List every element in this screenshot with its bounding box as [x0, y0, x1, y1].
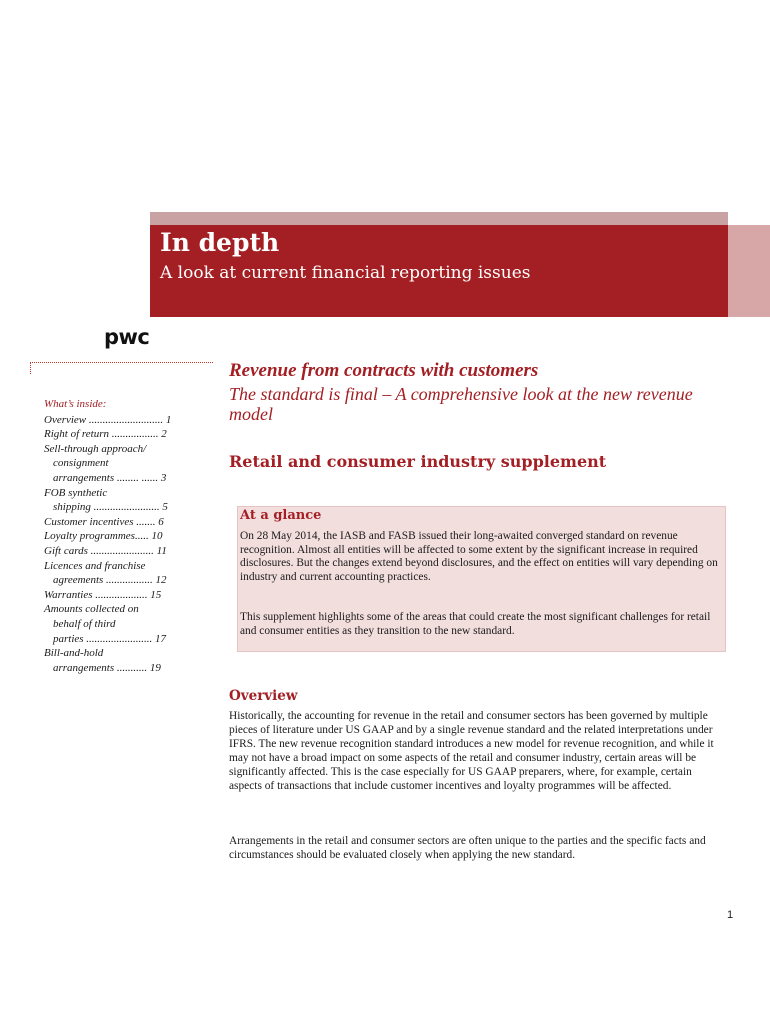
glance-paragraph: This supplement highlights some of the areas that could create the most significant challenges for retail and consumer entities as they transition to the new standard.: [240, 611, 711, 637]
toc-item-loyalty-programmes[interactable]: [44, 529, 214, 544]
overview-heading: Overview: [229, 688, 298, 704]
toc-item-label: Overview ........................... 1: [44, 413, 172, 426]
toc-item-label: Warranties ................... 15: [44, 588, 162, 601]
page-number: 1: [727, 909, 734, 921]
toc-item-warranties[interactable]: [44, 588, 214, 603]
overview-paragraph: Arrangements in the retail and consumer sectors are often unique to the parties and the specific facts and circumstances should be evaluated closely when applying the new standard.: [229, 835, 706, 861]
toc-item-licences[interactable]: [44, 559, 214, 588]
pwc-logo: pwc: [104, 325, 150, 349]
toc-item-label: Amounts collected on: [44, 603, 139, 616]
banner-side-block: [728, 225, 770, 317]
toc-item-amounts-collected[interactable]: [44, 602, 214, 646]
toc-item-label-cont: consignment: [53, 457, 109, 470]
toc-item-sell-through[interactable]: [44, 442, 214, 486]
banner-top-strip: [150, 212, 728, 225]
publication-title: In depth: [160, 228, 280, 257]
document-title: Revenue from contracts with customers: [229, 360, 539, 381]
table-of-contents: [44, 397, 214, 675]
toc-item-label-cont: agreements ................. 12: [53, 574, 167, 587]
toc-item-label-cont: parties ........................ 17: [53, 632, 167, 645]
toc-item-label-cont: arrangements ........... 19: [53, 661, 161, 674]
toc-item-label-cont: behalf of third: [53, 617, 116, 630]
toc-item-overview[interactable]: [44, 413, 214, 428]
toc-divider: [30, 362, 213, 363]
toc-item-label: Sell-through approach/: [44, 442, 147, 455]
toc-item-customer-incentives[interactable]: [44, 515, 214, 530]
toc-item-label: FOB synthetic: [44, 486, 108, 499]
toc-item-fob-synthetic[interactable]: [44, 486, 214, 515]
toc-item-right-of-return[interactable]: [44, 427, 214, 442]
toc-item-bill-and-hold[interactable]: [44, 646, 214, 675]
toc-item-label: Licences and franchise: [44, 559, 146, 572]
toc-item-gift-cards[interactable]: [44, 544, 214, 559]
toc-item-label-cont: shipping ........................ 5: [53, 501, 168, 514]
glance-paragraph: On 28 May 2014, the IASB and FASB issued their long-awaited converged standard on revenue recognition. Almost all entities will be affected to some extent by the significant increase in required disclosures. But the changes extend beyond disclosures, and the effect on entities will vary depending on industry and current accounting practices.: [240, 530, 718, 583]
toc-item-label-cont: arrangements ........ ...... 3: [53, 471, 167, 484]
publication-subtitle: A look at current financial reporting issues: [160, 263, 531, 283]
toc-item-label: Gift cards ....................... 11: [44, 544, 167, 557]
document-subtitle: The standard is final – A comprehensive look at the new revenue model: [229, 384, 693, 424]
supplement-title: Retail and consumer industry supplement: [229, 452, 607, 471]
toc-heading: What’s inside:: [44, 398, 107, 410]
toc-item-label: Loyalty programmes..... 10: [44, 530, 163, 543]
at-a-glance-heading: At a glance: [240, 508, 322, 523]
overview-paragraph: Historically, the accounting for revenue in the retail and consumer sectors has been governed by multiple pieces of literature under US GAAP and by a single revenue standard and the related interpretations under IFRS. The new revenue recognition standard introduces a new model for revenue recognition, and while it may not have a broad impact on some aspects of the retail and consumer industry, certain areas will be significantly affected. This is the case especially for US GAAP preparers, where, for example, certain aspects of transactions that include customer incentives and loyalty programmes will be affected.: [229, 710, 714, 792]
toc-item-label: Right of return ................. 2: [44, 428, 167, 441]
toc-item-label: Bill-and-hold: [44, 647, 104, 660]
toc-divider-tick: [30, 362, 31, 374]
toc-item-label: Customer incentives ....... 6: [44, 515, 164, 528]
